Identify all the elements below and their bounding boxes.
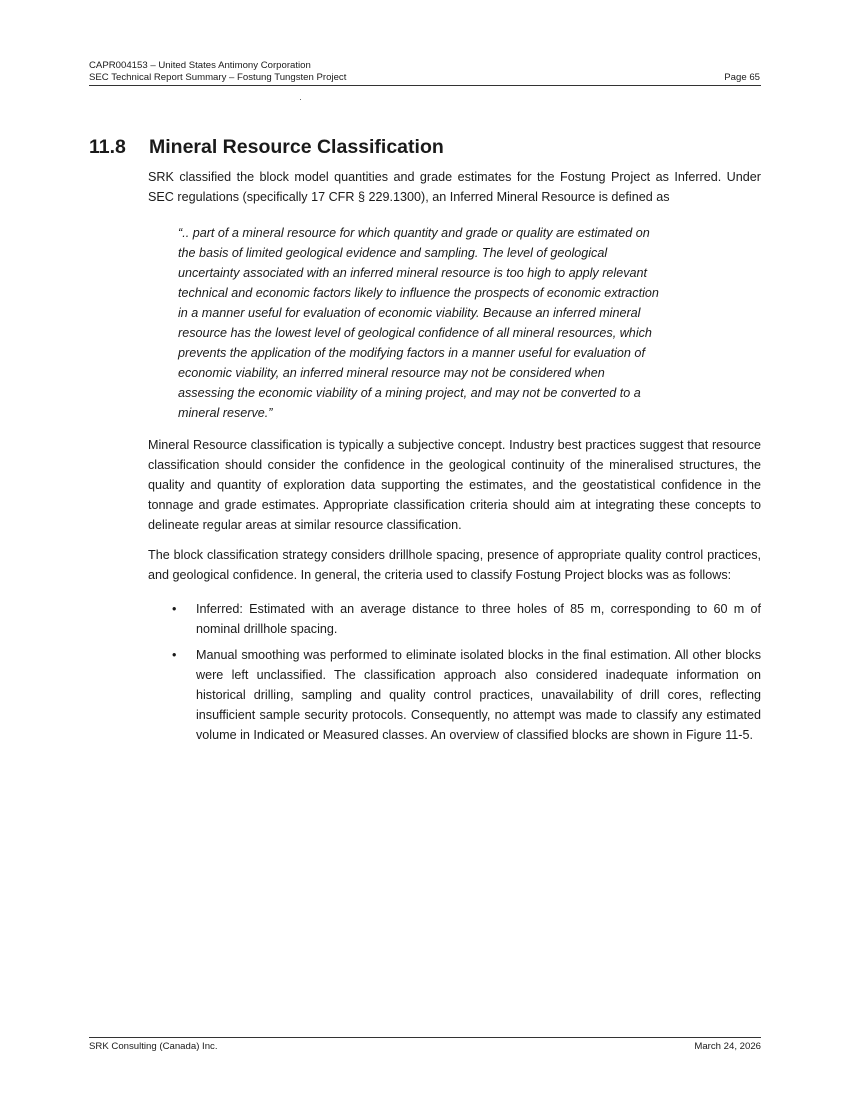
section-title: Mineral Resource Classification — [149, 136, 444, 158]
quote-line: economic viability, an inferred mineral resource may not be considered when — [178, 366, 605, 380]
intro-paragraph: SRK classified the block model quantities and grade estimates for the Fostung Project as Inferred. Under SEC regulations (specifically 17 CFR § 229.1300), an Inferred Mineral Resource is defined as — [148, 170, 761, 204]
section-heading — [89, 134, 444, 160]
quote-line: mineral reserve.” — [178, 406, 273, 420]
quote-line: prevents the application of the modifying factors in a manner useful for evaluation of — [178, 346, 645, 360]
quote-line: resource has the lowest level of geological confidence of all mineral resources, which — [178, 326, 652, 340]
main-content — [148, 167, 761, 751]
bullet-icon: • — [172, 602, 177, 616]
footer-company: SRK Consulting (Canada) Inc. — [89, 1041, 218, 1052]
page-header — [89, 60, 761, 86]
quote-line: assessing the economic viability of a mining project, and may not be converted to a — [178, 386, 641, 400]
quote-line: technical and economic factors likely to influence the prospects of economic extraction — [178, 286, 659, 300]
footer-date: March 24, 2026 — [694, 1041, 761, 1052]
header-report-id: CAPR004153 – United States Antimony Corporation — [89, 60, 311, 71]
quote-line: “.. part of a mineral resource for which quantity and grade or quality are estimated on — [178, 226, 650, 240]
page-footer — [89, 1037, 761, 1053]
quote-line: in a manner useful for evaluation of economic viability. Because an inferred mineral — [178, 306, 641, 320]
stray-dot — [300, 99, 301, 100]
section-number: 11.8 — [89, 136, 126, 158]
list-item-text: Manual smoothing was performed to eliminate isolated blocks in the final estimation. All other blocks were left unclassified. The classification approach also considered inadequate information on historical drilling, sampling and quality control practices, unavailability of drill cores, reflecting insufficient sample security protocols. Consequently, no attempt was made to classify any estimated volume in Indicated or Measured classes. An overview of classified blocks are shown in Figure 11-5. — [196, 648, 761, 742]
list-item — [148, 645, 761, 745]
header-report-title: SEC Technical Report Summary – Fostung Tungsten Project — [89, 72, 347, 83]
quote-line: the basis of limited geological evidence and sampling. The level of geological — [178, 246, 608, 260]
list-item-text: Inferred: Estimated with an average distance to three holes of 85 m, corresponding to 60 m of nominal drillhole spacing. — [196, 602, 761, 636]
list-item — [148, 599, 761, 639]
bullet-icon: • — [172, 648, 177, 662]
criteria-list — [148, 599, 761, 745]
page-number: Page 65 — [724, 72, 760, 83]
classification-strategy-paragraph: The block classification strategy considers drillhole spacing, presence of appropriate quality control practices, and geological confidence. In general, the criteria used to classify Fostung Project blocks was as follows: — [148, 548, 761, 582]
inferred-definition-quote — [178, 223, 713, 423]
classification-concept-paragraph: Mineral Resource classification is typically a subjective concept. Industry best practices suggest that resource classification should consider the confidence in the geological continuity of the mineralised structures, the quality and quantity of exploration data supporting the estimates, and the geostatistical confidence in the tonnage and grade estimates. Appropriate classification criteria should aim at integrating these concepts to delineate regular areas at similar resource classification. — [148, 438, 761, 532]
quote-line: uncertainty associated with an inferred mineral resource is too high to apply relevant — [178, 266, 648, 280]
